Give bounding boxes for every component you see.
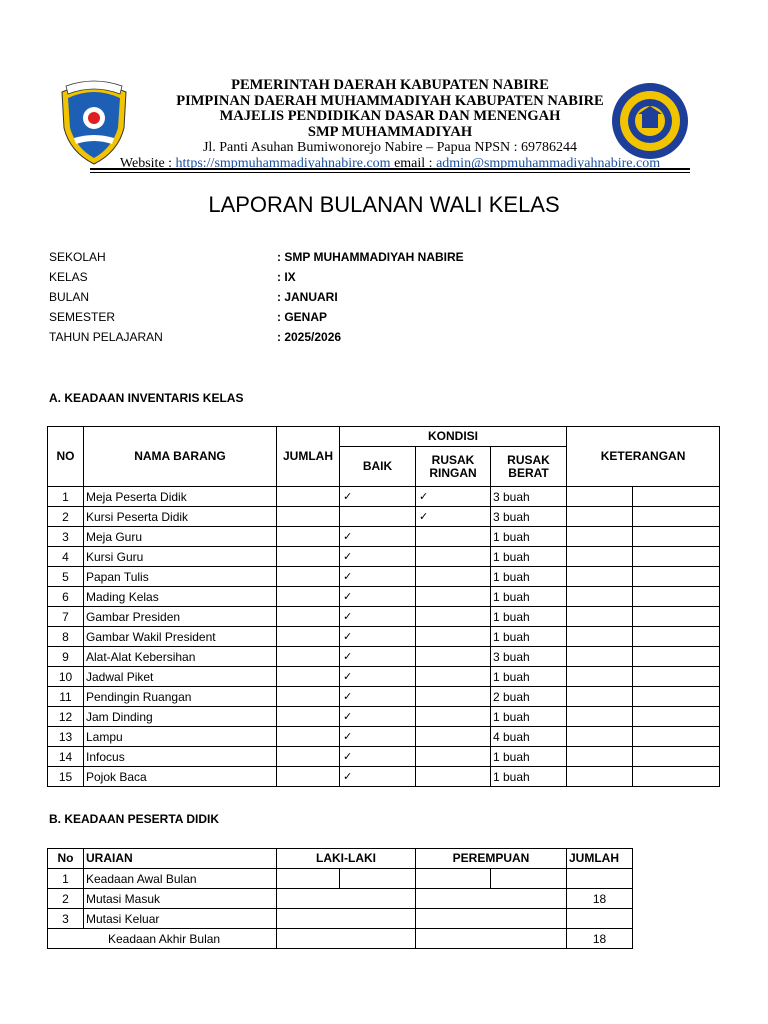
cell-no: 15 xyxy=(48,767,84,787)
header-line: RUSAK xyxy=(431,452,475,467)
cell-nama-barang: Alat-Alat Kebersihan xyxy=(84,647,277,667)
cell-no: 9 xyxy=(48,647,84,667)
cell-keterangan-b xyxy=(633,507,720,527)
cell-nama-barang: Lampu xyxy=(84,727,277,747)
cell-rusak-berat: 1 buah xyxy=(491,547,567,567)
inventory-table xyxy=(47,426,720,787)
cell-rusak-ringan xyxy=(416,747,491,767)
cell-keterangan-b xyxy=(633,727,720,747)
table-row xyxy=(48,527,720,547)
cell-no: 14 xyxy=(48,747,84,767)
cell-rusak-berat: 1 buah xyxy=(491,707,567,727)
cell-keterangan-b xyxy=(633,747,720,767)
cell-baik xyxy=(340,727,416,747)
cell-keterangan-a xyxy=(567,727,633,747)
check-icon: ✓ xyxy=(343,691,353,703)
cell-keterangan-a xyxy=(567,627,633,647)
cell-keterangan-b xyxy=(633,767,720,787)
cell-no: 3 xyxy=(48,527,84,547)
col-header-no: NO xyxy=(48,427,84,487)
info-label: BULAN xyxy=(49,290,90,304)
cell-laki xyxy=(277,909,416,929)
cell-laki xyxy=(277,889,416,909)
cell-no: 1 xyxy=(48,487,84,507)
cell-keterangan-a xyxy=(567,667,633,687)
cell-rusak-ringan xyxy=(416,607,491,627)
cell-jumlah: 18 xyxy=(567,889,633,909)
cell-keterangan-a xyxy=(567,527,633,547)
info-row xyxy=(49,269,549,289)
cell-rusak-ringan xyxy=(416,687,491,707)
cell-perempuan xyxy=(416,909,567,929)
cell-keterangan-b xyxy=(633,607,720,627)
cell-uraian: Mutasi Masuk xyxy=(84,889,277,909)
cell-nama-barang: Kursi Guru xyxy=(84,547,277,567)
cell-rusak-ringan xyxy=(416,647,491,667)
cell-no: 10 xyxy=(48,667,84,687)
table-row xyxy=(48,707,720,727)
cell-keterangan-b xyxy=(633,707,720,727)
cell-no: 5 xyxy=(48,567,84,587)
info-value: : IX xyxy=(277,270,296,284)
cell-no: 7 xyxy=(48,607,84,627)
check-icon: ✓ xyxy=(343,651,353,663)
cell-baik xyxy=(340,547,416,567)
cell-perempuan xyxy=(416,889,567,909)
table-row xyxy=(48,627,720,647)
cell-rusak-ringan xyxy=(416,627,491,647)
website-link[interactable]: https://smpmuhammadiyahnabire.com xyxy=(175,155,391,171)
cell-baik xyxy=(340,667,416,687)
cell-jumlah xyxy=(277,647,340,667)
cell-baik xyxy=(340,647,416,667)
table-row xyxy=(48,909,633,929)
letterhead xyxy=(50,72,690,180)
cell-keterangan-a xyxy=(567,607,633,627)
check-icon: ✓ xyxy=(343,731,353,743)
check-icon: ✓ xyxy=(343,671,353,683)
table-row-total xyxy=(48,929,633,949)
cell-no: 1 xyxy=(48,869,84,889)
cell-rusak-berat: 1 buah xyxy=(491,747,567,767)
cell-rusak-berat: 1 buah xyxy=(491,667,567,687)
school-address: Jl. Panti Asuhan Bumiwonorejo Nabire – Papua NPSN : 69786244 xyxy=(202,140,578,155)
cell-rusak-berat: 3 buah xyxy=(491,507,567,527)
students-table xyxy=(47,848,633,949)
cell-baik xyxy=(340,507,416,527)
table-row xyxy=(48,487,720,507)
cell-jumlah xyxy=(277,527,340,547)
cell-jumlah xyxy=(567,909,633,929)
col-header-rusak-ringan xyxy=(416,447,491,487)
info-row xyxy=(49,249,549,269)
cell-keterangan-b xyxy=(633,647,720,667)
cell-rusak-ringan xyxy=(416,507,491,527)
table-row xyxy=(48,687,720,707)
col-header-uraian: URAIAN xyxy=(84,849,277,869)
col-header-laki-laki: LAKI-LAKI xyxy=(277,849,416,869)
cell-jumlah xyxy=(277,747,340,767)
cell-baik xyxy=(340,607,416,627)
letterhead-line: PEMERINTAH DAERAH KABUPATEN NABIRE xyxy=(231,77,549,93)
col-header-jumlah: JUMLAH xyxy=(277,427,340,487)
cell-nama-barang: Kursi Peserta Didik xyxy=(84,507,277,527)
cell-rusak-berat: 1 buah xyxy=(491,567,567,587)
cell-jumlah xyxy=(277,587,340,607)
cell-keterangan-b xyxy=(633,627,720,647)
col-header-jumlah: JUMLAH xyxy=(567,849,633,869)
info-value: : GENAP xyxy=(277,310,328,324)
cell-nama-barang: Jadwal Piket xyxy=(84,667,277,687)
col-header-nama: NAMA BARANG xyxy=(84,427,277,487)
cell-nama-barang: Jam Dinding xyxy=(84,707,277,727)
cell-total-label: Keadaan Akhir Bulan xyxy=(48,929,277,949)
info-label: TAHUN PELAJARAN xyxy=(49,330,163,344)
cell-keterangan-b xyxy=(633,527,720,547)
col-header-perempuan: PEREMPUAN xyxy=(416,849,567,869)
cell-keterangan-a xyxy=(567,647,633,667)
cell-rusak-berat: 3 buah xyxy=(491,647,567,667)
cell-no: 2 xyxy=(48,889,84,909)
col-header-rusak-berat xyxy=(491,447,567,487)
cell-uraian: Mutasi Keluar xyxy=(84,909,277,929)
section-a-heading: A. KEADAAN INVENTARIS KELAS xyxy=(49,391,244,405)
table-row xyxy=(48,647,720,667)
check-icon: ✓ xyxy=(343,711,353,723)
cell-rusak-berat: 4 buah xyxy=(491,727,567,747)
cell-rusak-ringan xyxy=(416,587,491,607)
cell-rusak-ringan xyxy=(416,567,491,587)
table-row xyxy=(48,547,720,567)
cell-rusak-berat: 1 buah xyxy=(491,767,567,787)
cell-keterangan-a xyxy=(567,747,633,767)
check-icon: ✓ xyxy=(419,511,429,523)
cell-uraian: Keadaan Awal Bulan xyxy=(84,869,277,889)
info-row xyxy=(49,329,549,349)
table-row xyxy=(48,607,720,627)
cell-rusak-berat: 1 buah xyxy=(491,627,567,647)
cell-keterangan-b xyxy=(633,687,720,707)
info-value: : JANUARI xyxy=(277,290,338,304)
cell-rusak-ringan xyxy=(416,707,491,727)
table-row xyxy=(48,567,720,587)
cell-keterangan-a xyxy=(567,507,633,527)
check-icon: ✓ xyxy=(343,491,353,503)
cell-jumlah xyxy=(277,767,340,787)
cell-rusak-ringan xyxy=(416,727,491,747)
cell-jumlah xyxy=(277,547,340,567)
cell-keterangan-b xyxy=(633,587,720,607)
cell-rusak-ringan xyxy=(416,547,491,567)
cell-no: 6 xyxy=(48,587,84,607)
cell-keterangan-a xyxy=(567,707,633,727)
cell-no: 8 xyxy=(48,627,84,647)
info-row xyxy=(49,289,549,309)
website-label: Website : xyxy=(119,155,176,171)
muhammadiyah-logo xyxy=(610,76,690,166)
table-row xyxy=(48,587,720,607)
table-row xyxy=(48,767,720,787)
cell-baik xyxy=(340,627,416,647)
cell-baik xyxy=(340,687,416,707)
info-row xyxy=(49,309,549,329)
cell-perempuan-b xyxy=(491,869,567,889)
table-row xyxy=(48,889,633,909)
cell-nama-barang: Pojok Baca xyxy=(84,767,277,787)
cell-baik xyxy=(340,707,416,727)
header-line: RINGAN xyxy=(429,465,477,480)
cell-rusak-berat: 1 buah xyxy=(491,607,567,627)
info-label: SEKOLAH xyxy=(49,250,106,264)
cell-jumlah xyxy=(277,627,340,647)
table-row xyxy=(48,667,720,687)
col-header-baik: BAIK xyxy=(340,447,416,487)
cell-keterangan-a xyxy=(567,567,633,587)
cell-baik xyxy=(340,567,416,587)
col-header-keterangan: KETERANGAN xyxy=(567,427,720,487)
cell-rusak-ringan xyxy=(416,527,491,547)
table-row xyxy=(48,727,720,747)
cell-nama-barang: Pendingin Ruangan xyxy=(84,687,277,707)
letterhead-line: PIMPINAN DAERAH MUHAMMADIYAH KABUPATEN NABIRE xyxy=(176,92,604,109)
info-value: : SMP MUHAMMADIYAH NABIRE xyxy=(277,250,464,264)
inventory-table-body xyxy=(48,487,720,787)
check-icon: ✓ xyxy=(343,611,353,623)
cell-jumlah xyxy=(277,667,340,687)
cell-jumlah xyxy=(277,507,340,527)
cell-keterangan-a xyxy=(567,587,633,607)
check-icon: ✓ xyxy=(343,531,353,543)
cell-nama-barang: Papan Tulis xyxy=(84,567,277,587)
cell-baik xyxy=(340,487,416,507)
table-row xyxy=(48,507,720,527)
cell-keterangan-a xyxy=(567,547,633,567)
check-icon: ✓ xyxy=(343,571,353,583)
header-line: RUSAK xyxy=(507,452,550,467)
col-header-kondisi: KONDISI xyxy=(340,427,567,447)
cell-baik xyxy=(340,747,416,767)
info-value: : 2025/2026 xyxy=(277,330,342,344)
cell-jumlah xyxy=(277,687,340,707)
cell-keterangan-a xyxy=(567,767,633,787)
cell-keterangan-b xyxy=(633,567,720,587)
info-label: SEMESTER xyxy=(49,310,116,324)
cell-rusak-berat: 2 buah xyxy=(491,687,567,707)
cell-jumlah: 18 xyxy=(567,929,633,949)
cell-nama-barang: Infocus xyxy=(84,747,277,767)
cell-laki-b xyxy=(340,869,416,889)
check-icon: ✓ xyxy=(343,631,353,643)
cell-rusak-berat: 1 buah xyxy=(491,587,567,607)
cell-jumlah xyxy=(567,869,633,889)
cell-perempuan xyxy=(416,929,567,949)
letterhead-text xyxy=(90,78,690,171)
cell-laki xyxy=(277,929,416,949)
check-icon: ✓ xyxy=(343,751,353,763)
section-b-heading: B. KEADAAN PESERTA DIDIK xyxy=(49,812,220,826)
cell-keterangan-b xyxy=(633,487,720,507)
cell-nama-barang: Meja Peserta Didik xyxy=(84,487,277,507)
cell-no: 13 xyxy=(48,727,84,747)
check-icon: ✓ xyxy=(419,491,429,503)
email-label: email : xyxy=(390,155,437,171)
cell-no: 4 xyxy=(48,547,84,567)
cell-no: 2 xyxy=(48,507,84,527)
check-icon: ✓ xyxy=(343,551,353,563)
cell-baik xyxy=(340,587,416,607)
cell-jumlah xyxy=(277,567,340,587)
cell-nama-barang: Gambar Presiden xyxy=(84,607,277,627)
letterhead-line: MAJELIS PENDIDIKAN DASAR DAN MENENGAH xyxy=(219,108,561,124)
cell-perempuan-a xyxy=(416,869,491,889)
cell-baik xyxy=(340,767,416,787)
table-row xyxy=(48,747,720,767)
cell-laki-a xyxy=(277,869,340,889)
cell-nama-barang: Mading Kelas xyxy=(84,587,277,607)
header-line: BERAT xyxy=(508,465,549,480)
cell-rusak-berat: 1 buah xyxy=(491,527,567,547)
cell-keterangan-a xyxy=(567,487,633,507)
cell-no: 3 xyxy=(48,909,84,929)
col-header-no: No xyxy=(48,849,84,869)
cell-rusak-ringan xyxy=(416,767,491,787)
info-label: KELAS xyxy=(49,270,88,284)
cell-no: 12 xyxy=(48,707,84,727)
cell-baik xyxy=(340,527,416,547)
cell-no: 11 xyxy=(48,687,84,707)
cell-jumlah xyxy=(277,607,340,627)
letterhead-line: SMP MUHAMMADIYAH xyxy=(307,123,473,140)
cell-nama-barang: Gambar Wakil President xyxy=(84,627,277,647)
cell-keterangan-b xyxy=(633,547,720,567)
cell-keterangan-a xyxy=(567,687,633,707)
table-row xyxy=(48,869,633,889)
email-link[interactable]: admin@smpmuhammadiyahnabire.com xyxy=(436,155,661,171)
page-title: LAPORAN BULANAN WALI KELAS xyxy=(208,192,560,217)
cell-rusak-ringan xyxy=(416,487,491,507)
cell-jumlah xyxy=(277,487,340,507)
letterhead-rule xyxy=(90,168,690,170)
check-icon: ✓ xyxy=(343,591,353,603)
check-icon: ✓ xyxy=(343,771,353,783)
cell-rusak-berat: 3 buah xyxy=(491,487,567,507)
cell-jumlah xyxy=(277,707,340,727)
letterhead-rule-thin xyxy=(90,172,690,173)
cell-jumlah xyxy=(277,727,340,747)
cell-nama-barang: Meja Guru xyxy=(84,527,277,547)
report-info xyxy=(49,249,549,349)
cell-keterangan-b xyxy=(633,667,720,687)
cell-rusak-ringan xyxy=(416,667,491,687)
